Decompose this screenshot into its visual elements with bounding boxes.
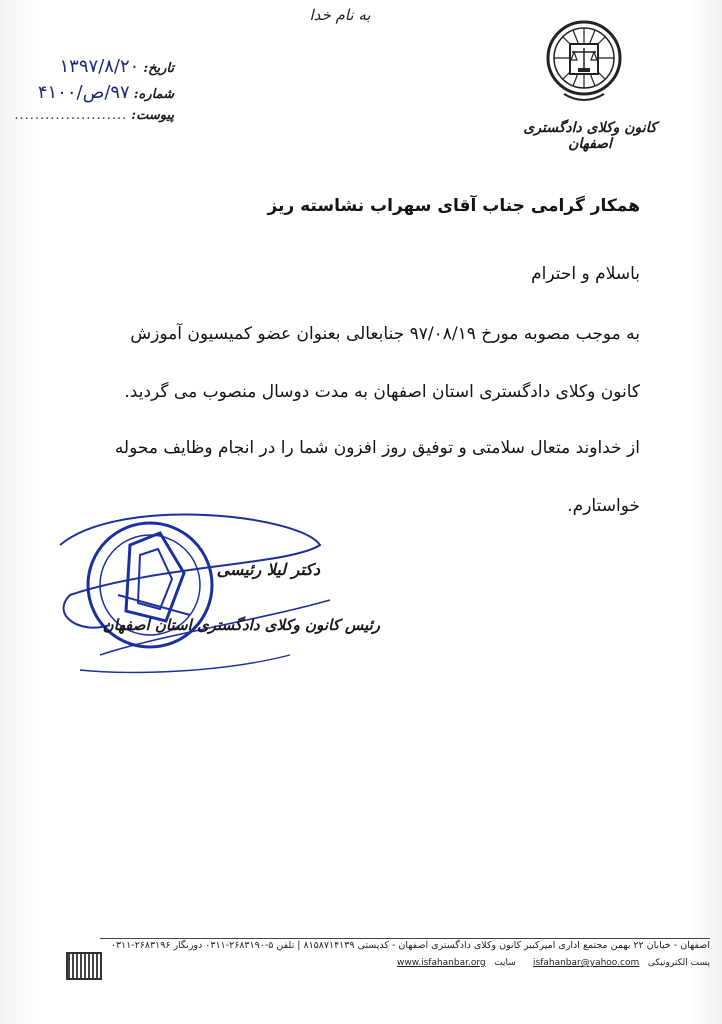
number-label: شماره: [133,87,174,102]
date-label: تاریخ: [143,61,174,76]
date-value: ۱۳۹۷/۸/۲۰ [59,56,140,77]
date-row [14,56,174,82]
signer-name: دکتر لیلا رئیسی [216,560,320,579]
email-label: پست الکترونیکی [647,958,710,968]
body-line: از خداوند متعال سلامتی و توفیق روز افزون شما را در انجام وظایف محوله [114,438,640,458]
number-row [14,82,174,108]
bar-association-emblem-icon [544,14,624,110]
body-line: خواستارم. [567,496,640,516]
organization-name: کانون وکلای دادگستری اصفهان [523,120,657,152]
body-line: کانون وکلای دادگستری استان اصفهان به مدت دوسال منصوب می گردید. [124,382,640,402]
invocation-text: به نام خدا [309,6,371,24]
body-line: به موجب مصوبه مورخ ۹۷/۰۸/۱۹ جنابعالی بعنوان عضو کمیسیون آموزش [130,324,640,344]
footer-address: اصفهان - خیابان ۲۲ بهمن مجتمع اداری امیرکبیر کانون وکلای دادگستری اصفهان - کدپستی ۸۱۵۸۷۱۴۱۳۹ | تلفن ۵-۲۶۸۳۱۹۰-۰۳۱۱ دورنگار ۲۶۸۳۱۹۶-۰۳۱۱ [110,940,710,951]
site-link[interactable]: www.isfahanbar.org [396,958,486,968]
attachment-label: پیوست: [131,108,174,123]
official-round-stamp-icon [40,505,340,705]
greeting: باسلام و احترام [531,264,640,284]
number-value: ۹۷/ص/۴۱۰۰ [37,82,130,103]
letterhead-footer [60,940,710,976]
attachment-row [14,108,174,134]
email-link[interactable]: isfahanbar@yahoo.com [533,958,640,968]
site-label: سایت [494,958,516,968]
footer-contacts [60,958,710,976]
salutation: همکار گرامی جناب آقای سهراب نشاسته ریز [267,196,640,216]
signer-title: رئیس کانون وکلای دادگستری استان اصفهان [102,616,380,634]
attachment-value: ...................... [14,108,128,123]
footer-divider [100,938,710,939]
letter-meta [14,56,174,134]
